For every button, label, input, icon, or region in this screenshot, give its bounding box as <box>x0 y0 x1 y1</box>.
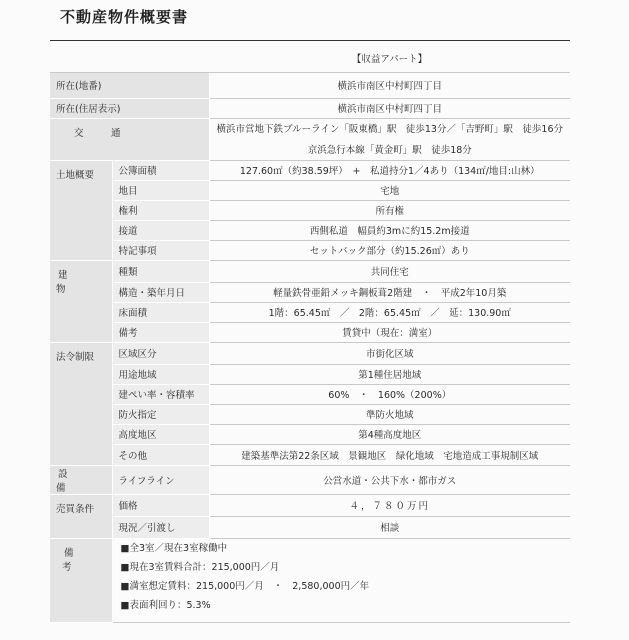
notes-item: ■現在3室賃料合計：215,000円／月 <box>120 561 280 573</box>
land-category-value: 宅地 <box>209 180 570 200</box>
transport-label: 交 通 <box>50 118 209 160</box>
legal-use-value: 第1種住居地域 <box>209 364 570 384</box>
legal-other-label: その他 <box>112 444 209 465</box>
row-sale-delivery <box>50 516 570 538</box>
building-section-label: 建 物 <box>50 260 112 342</box>
building-kind-value: 共同住宅 <box>209 260 570 282</box>
row-legal-other <box>50 444 570 465</box>
delivery-label: 現況／引渡し <box>112 516 209 538</box>
property-summary-table <box>50 44 570 623</box>
row-legal-fire <box>50 404 570 424</box>
title-divider <box>50 40 570 41</box>
row-transport-1 <box>50 118 570 138</box>
notes-item: ■全3室／現在3室稼働中 <box>120 542 228 554</box>
building-structure-value: 軽量鉄骨亜鉛メッキ鋼板葺2階建 ・ 平成2年10月築 <box>209 282 570 302</box>
row-address-lot <box>50 72 570 98</box>
address-lot-value: 横浜市南区中村町四丁目 <box>209 72 570 98</box>
row-land-road <box>50 220 570 240</box>
transport-line-1: 横浜市営地下鉄ブルーライン「阪東橋」駅 徒歩13分／「吉野町」駅 徒歩16分 <box>209 118 570 138</box>
row-facilities <box>50 465 570 494</box>
building-remarks-label: 備考 <box>112 322 209 342</box>
delivery-value: 相談 <box>209 516 570 538</box>
land-road-label: 接道 <box>112 220 209 240</box>
notes-item: ■満室想定賃料：215,000円／月 ・ 2,580,000円／年 <box>120 580 370 592</box>
transport-line-2: 京浜急行本線「黄金町」駅 徒歩18分 <box>209 138 570 160</box>
page-title: 不動産物件概要書 <box>60 8 189 26</box>
legal-fire-label: 防火指定 <box>112 404 209 424</box>
row-building-kind <box>50 260 570 282</box>
building-kind-label: 種類 <box>112 260 209 282</box>
legal-section-label: 法令制限 <box>50 342 112 465</box>
legal-height-label: 高度地区 <box>112 424 209 444</box>
row-legal-height <box>50 424 570 444</box>
row-building-floor-area <box>50 302 570 322</box>
land-section-label: 土地概要 <box>50 160 112 260</box>
row-sale-price <box>50 494 570 516</box>
lifeline-label: ライフライン <box>112 465 209 494</box>
legal-fire-value: 準防火地域 <box>209 404 570 424</box>
land-area-value: 127.60㎡（約38.59坪） + 私道持分1／4あり（134㎡/地目:山林） <box>209 160 570 180</box>
building-structure-label: 構造・築年月日 <box>112 282 209 302</box>
row-land-area <box>50 160 570 180</box>
land-road-value: 西側私道 幅員約3mに約15.2m接道 <box>209 220 570 240</box>
legal-zone-value: 市街化区域 <box>209 342 570 364</box>
row-address-display <box>50 98 570 118</box>
sale-section-label: 売買条件 <box>50 494 112 538</box>
row-land-rights <box>50 200 570 220</box>
row-notes <box>50 538 570 622</box>
row-land-category <box>50 180 570 200</box>
legal-height-value: 第4種高度地区 <box>209 424 570 444</box>
property-type-label: 【収益アパート】 <box>209 44 570 72</box>
price-value: ４，７８０万円 <box>209 494 570 516</box>
lifeline-value: 公営水道・公共下水・都市ガス <box>209 465 570 494</box>
facilities-section-label: 設 備 <box>50 465 112 494</box>
notes-section-label: 備 考 <box>50 538 112 622</box>
building-remarks-value: 賃貸中（現在：満室） <box>209 322 570 342</box>
row-legal-zone <box>50 342 570 364</box>
row-legal-use <box>50 364 570 384</box>
notes-item: ■表面利回り：5.3% <box>120 599 211 611</box>
building-floor-area-value: 1階：65.45㎡ ／ 2階：65.45㎡ ／ 延：130.90㎡ <box>209 302 570 322</box>
land-notes-value: セットバック部分（約15.26㎡）あり <box>209 240 570 260</box>
row-legal-ratio <box>50 384 570 404</box>
land-category-label: 地目 <box>112 180 209 200</box>
address-display-label: 所在(住居表示) <box>50 98 209 118</box>
address-lot-label: 所在(地番) <box>50 72 209 98</box>
address-display-value: 横浜市南区中村町四丁目 <box>209 98 570 118</box>
type-row <box>50 44 570 72</box>
row-building-remarks <box>50 322 570 342</box>
legal-other-value: 建築基準法第22条区域 景観地区 緑化地域 宅地造成工事規制区域 <box>209 444 570 465</box>
price-label: 価格 <box>112 494 209 516</box>
land-rights-value: 所有権 <box>209 200 570 220</box>
row-land-notes <box>50 240 570 260</box>
legal-use-label: 用途地域 <box>112 364 209 384</box>
land-rights-label: 権利 <box>112 200 209 220</box>
legal-ratio-value: 60% ・ 160%（200%） <box>209 384 570 404</box>
land-notes-label: 特記事項 <box>112 240 209 260</box>
land-area-label: 公簿面積 <box>112 160 209 180</box>
notes-list <box>112 538 570 622</box>
row-building-structure <box>50 282 570 302</box>
building-floor-area-label: 床面積 <box>112 302 209 322</box>
legal-zone-label: 区域区分 <box>112 342 209 364</box>
legal-ratio-label: 建ぺい率・容積率 <box>112 384 209 404</box>
